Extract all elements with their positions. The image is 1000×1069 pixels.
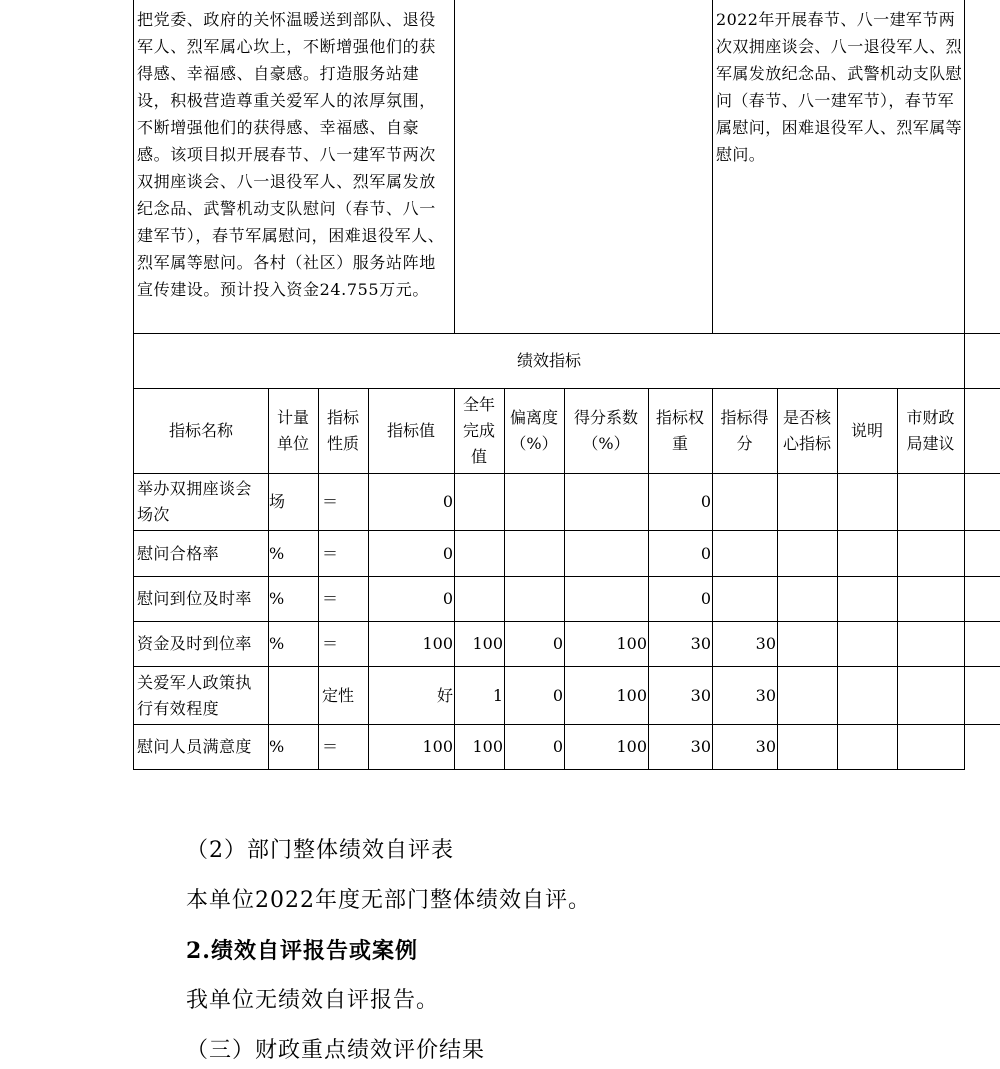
table-row-deviation <box>504 474 564 530</box>
table-row-score: 30 <box>755 685 776 705</box>
table-row-weight: 30 <box>690 685 711 705</box>
table-row-nature: ＝ <box>322 634 339 653</box>
table-row-score: 30 <box>755 634 776 653</box>
table-border <box>897 388 898 770</box>
header-name: 指标名称 <box>168 421 233 440</box>
table-border <box>837 388 838 770</box>
header-score: 指标得分 <box>720 408 769 453</box>
table-row-score <box>712 474 777 530</box>
header-unit: 计量单位 <box>276 408 309 453</box>
table-row-value: 100 <box>422 634 453 653</box>
table-border <box>454 0 455 334</box>
table-row-nature: ＝ <box>322 589 339 608</box>
table-row-nature: 定性 <box>322 685 355 705</box>
table-row-value: 0 <box>442 543 453 563</box>
table-row-weight: 30 <box>690 737 711 756</box>
table-row-nature: ＝ <box>322 492 339 511</box>
table-border <box>964 334 965 770</box>
section-heading-key-eval: （三）财政重点绩效评价结果 <box>186 1038 486 1063</box>
table-row-deviation <box>504 531 564 576</box>
paragraph-no-dept-eval: 本单位2022年度无部门整体绩效自评。 <box>186 888 591 913</box>
actual-completion-text: 2022年开展春节、八一建军节两次双拥座谈会、八一退役军人、烈军属发放纪念品、武警机动支队慰问（春节、八一建军节），春节军属慰问，困难退役军人、烈军属等慰问。 <box>716 10 963 164</box>
table-row-name: 慰问人员满意度 <box>137 737 252 756</box>
table-border <box>777 388 778 770</box>
table-row-unit: 场 <box>269 492 286 511</box>
table-row-score-coef: 100 <box>616 634 647 653</box>
table-row-score-coef <box>564 577 648 621</box>
header-annual: 全年完成值 <box>462 395 495 466</box>
header-advice: 市财政局建议 <box>906 408 955 453</box>
table-row-unit: % <box>269 634 285 653</box>
header-score-coef: 得分系数（%） <box>573 408 638 453</box>
table-border <box>712 0 713 334</box>
table-row-value: 0 <box>442 492 453 511</box>
table-row-unit: % <box>269 543 285 563</box>
table-row-deviation <box>504 577 564 621</box>
header-nature: 指标性质 <box>326 408 359 453</box>
table-row-nature: ＝ <box>322 543 339 563</box>
table-row-annual: 1 <box>492 685 503 705</box>
table-row-unit: % <box>269 589 285 608</box>
table-row-name: 慰问合格率 <box>137 543 220 563</box>
table-row-value: 0 <box>442 589 453 608</box>
table-row-annual: 100 <box>472 634 503 653</box>
header-core: 是否核心指标 <box>782 408 831 453</box>
table-row-deviation: 0 <box>552 634 563 653</box>
table-row-name: 举办双拥座谈会场次 <box>137 479 252 524</box>
table-row-annual: 100 <box>472 737 503 756</box>
table-row-name: 关爱军人政策执行有效程度 <box>137 672 252 718</box>
table-row-weight: 30 <box>690 634 711 653</box>
table-row-value: 好 <box>436 685 453 705</box>
table-row-name: 资金及时到位率 <box>137 634 252 653</box>
performance-section-title: 绩效指标 <box>516 351 581 370</box>
table-row-deviation: 0 <box>552 685 563 705</box>
table-border <box>133 0 134 334</box>
table-row-unit: % <box>269 737 285 756</box>
table-row-annual <box>454 474 504 530</box>
header-deviation: 偏离度（%） <box>509 408 558 453</box>
table-row-score-coef: 100 <box>616 685 647 705</box>
table-row-score-coef: 100 <box>616 737 647 756</box>
table-row-weight: 0 <box>700 589 711 608</box>
paragraph-dept-self-eval-title: （2）部门整体绩效自评表 <box>186 838 454 863</box>
table-row-annual <box>454 577 504 621</box>
header-weight: 指标权重 <box>655 408 704 453</box>
table-row-score-coef <box>564 474 648 530</box>
table-row-score: 30 <box>755 737 776 756</box>
table-row-nature: ＝ <box>322 737 339 756</box>
section-heading-report: 2.绩效自评报告或案例 <box>186 938 418 964</box>
table-row-weight: 0 <box>700 543 711 563</box>
table-row-deviation: 0 <box>552 737 563 756</box>
header-value: 指标值 <box>386 421 435 440</box>
table-row-unit <box>268 667 318 724</box>
table-border <box>964 0 965 334</box>
table-row-score-coef <box>564 531 648 576</box>
header-note: 说明 <box>850 421 883 440</box>
table-row-score <box>712 577 777 621</box>
table-border <box>133 769 965 770</box>
table-row-score <box>712 531 777 576</box>
table-row-weight: 0 <box>700 492 711 511</box>
table-row-name: 慰问到位及时率 <box>137 589 252 608</box>
paragraph-no-report: 我单位无绩效自评报告。 <box>186 988 440 1013</box>
table-row-annual <box>454 531 504 576</box>
table-row-value: 100 <box>422 737 453 756</box>
project-description: 把党委、政府的关怀温暖送到部队、退役军人、烈军属心坎上，不断增强他们的获得感、幸福感、自豪感。打造服务站建设，积极营造尊重关爱军人的浓厚氛围，不断增强他们的获得感、幸福感、自豪感。该项目拟开展春节、八一建军节两次双拥座谈会、八一退役军人、烈军属发放纪念品、武警机动支队慰问（春节、八一建军节），春节军属慰问，困难退役军人、烈军属等慰问。各村（社区）服务站阵地宣传建设。预计投入资金24.755万元。 <box>137 10 445 299</box>
